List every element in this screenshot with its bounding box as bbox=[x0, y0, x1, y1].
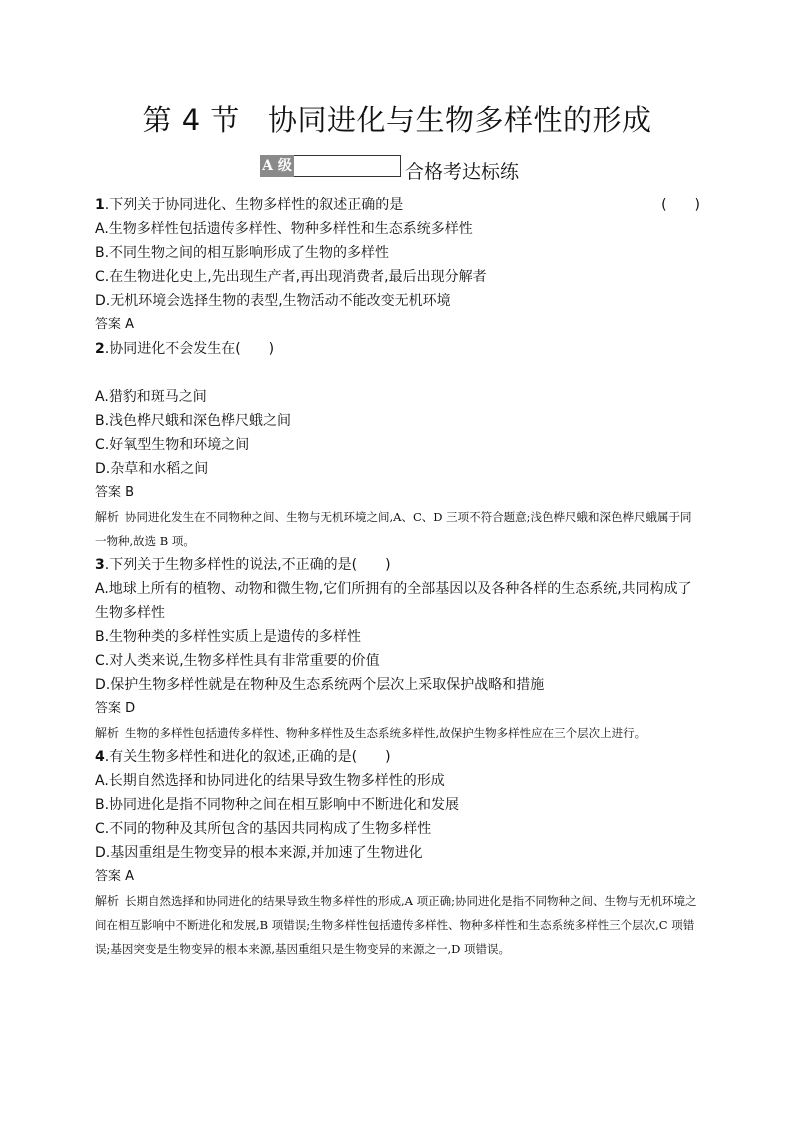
section-name: 协同进化与生物多样性的形成 bbox=[267, 103, 652, 137]
question-4-option-a: A.长期自然选择和协同进化的结果导致生物多样性的形成 bbox=[95, 773, 445, 789]
explanation-label: 解析 bbox=[95, 726, 120, 740]
question-1-option-c: C.在生物进化史上,先出现生产者,再出现消费者,最后出现分解者 bbox=[95, 269, 487, 285]
question-3-answer: 答案 D bbox=[95, 701, 136, 716]
page-title bbox=[0, 100, 794, 140]
question-4-option-b: B.协同进化是指不同物种之间在相互影响中不断进化和发展 bbox=[95, 797, 460, 813]
explanation-label: 解析 bbox=[95, 894, 120, 908]
question-4-stem: 4.有关生物多样性和进化的叙述,正确的是( ) bbox=[95, 749, 391, 765]
question-4-explanation: 解析 长期自然选择和协同进化的结果导致生物多样性的形成,A 项正确;协同进化是指不同物种之间、生物与无机环境之间在相互影响中不断进化和发展,B 项错误;生物多样性包括遗传多样性、物种多样性和生态系统多样性三个层次,C 项错误;基因突变是生物变异的根本来源,基因重组只是生物变异的来源之一,D 项错误。 bbox=[95, 894, 697, 956]
question-1-answer: 答案 A bbox=[95, 317, 135, 332]
question-number: 2 bbox=[95, 341, 105, 357]
question-2-explanation: 解析 协同进化发生在不同物种之间、生物与无机环境之间,A、C、D 三项不符合题意;浅色桦尺蛾和深色桦尺蛾属于同一物种,故选 B 项。 bbox=[95, 510, 692, 548]
explanation-label: 解析 bbox=[95, 510, 120, 524]
section-number: 第 4 节 bbox=[142, 103, 240, 137]
answer-blank: ( ) bbox=[661, 197, 700, 213]
question-3-option-b: B.生物种类的多样性实质上是遗传的多样性 bbox=[95, 629, 362, 645]
question-list bbox=[95, 193, 700, 961]
level-title: 合格考达标练 bbox=[405, 160, 520, 183]
question-2-answer: 答案 B bbox=[95, 485, 135, 500]
question-1-option-b: B.不同生物之间的相互影响形成了生物的多样性 bbox=[95, 245, 390, 261]
question-2-option-a: A.猎豹和斑马之间 bbox=[95, 389, 207, 405]
question-4-option-d: D.基因重组是生物变异的根本来源,并加速了生物进化 bbox=[95, 845, 423, 861]
question-number: 1 bbox=[95, 197, 105, 213]
level-header bbox=[260, 152, 520, 183]
question-3-option-c: C.对人类来说,生物多样性具有非常重要的价值 bbox=[95, 653, 380, 669]
question-number: 3 bbox=[95, 557, 105, 573]
question-2-option-b: B.浅色桦尺蛾和深色桦尺蛾之间 bbox=[95, 413, 292, 429]
question-3-option-a: A.地球上所有的植物、动物和微生物,它们所拥有的全部基因以及各种各样的生态系统,共同构成了生物多样性 bbox=[95, 581, 692, 621]
question-number: 4 bbox=[95, 749, 105, 765]
blank-gap bbox=[95, 361, 700, 385]
question-2-option-d: D.杂草和水稻之间 bbox=[95, 461, 209, 477]
question-1-stem: 1.下列关于协同进化、生物多样性的叙述正确的是 ( ) bbox=[95, 193, 700, 217]
question-2-option-c: C.好氧型生物和环境之间 bbox=[95, 437, 250, 453]
question-4-option-c: C.不同的物种及其所包含的基因共同构成了生物多样性 bbox=[95, 821, 432, 837]
question-1-option-a: A.生物多样性包括遗传多样性、物种多样性和生态系统多样性 bbox=[95, 221, 473, 237]
level-badge: A 级 bbox=[260, 155, 294, 177]
question-3-option-d: D.保护生物多样性就是在物种及生态系统两个层次上采取保护战略和措施 bbox=[95, 677, 545, 693]
question-3-explanation: 解析 生物的多样性包括遗传多样性、物种多样性及生态系统多样性,故保护生物多样性应在三个层次上进行。 bbox=[95, 726, 647, 740]
question-4-answer: 答案 A bbox=[95, 869, 135, 884]
question-1-option-d: D.无机环境会选择生物的表型,生物活动不能改变无机环境 bbox=[95, 293, 451, 309]
question-2-stem: 2.协同进化不会发生在( ) bbox=[95, 341, 275, 357]
question-3-stem: 3.下列关于生物多样性的说法,不正确的是( ) bbox=[95, 557, 391, 573]
level-blank-box bbox=[294, 155, 401, 177]
